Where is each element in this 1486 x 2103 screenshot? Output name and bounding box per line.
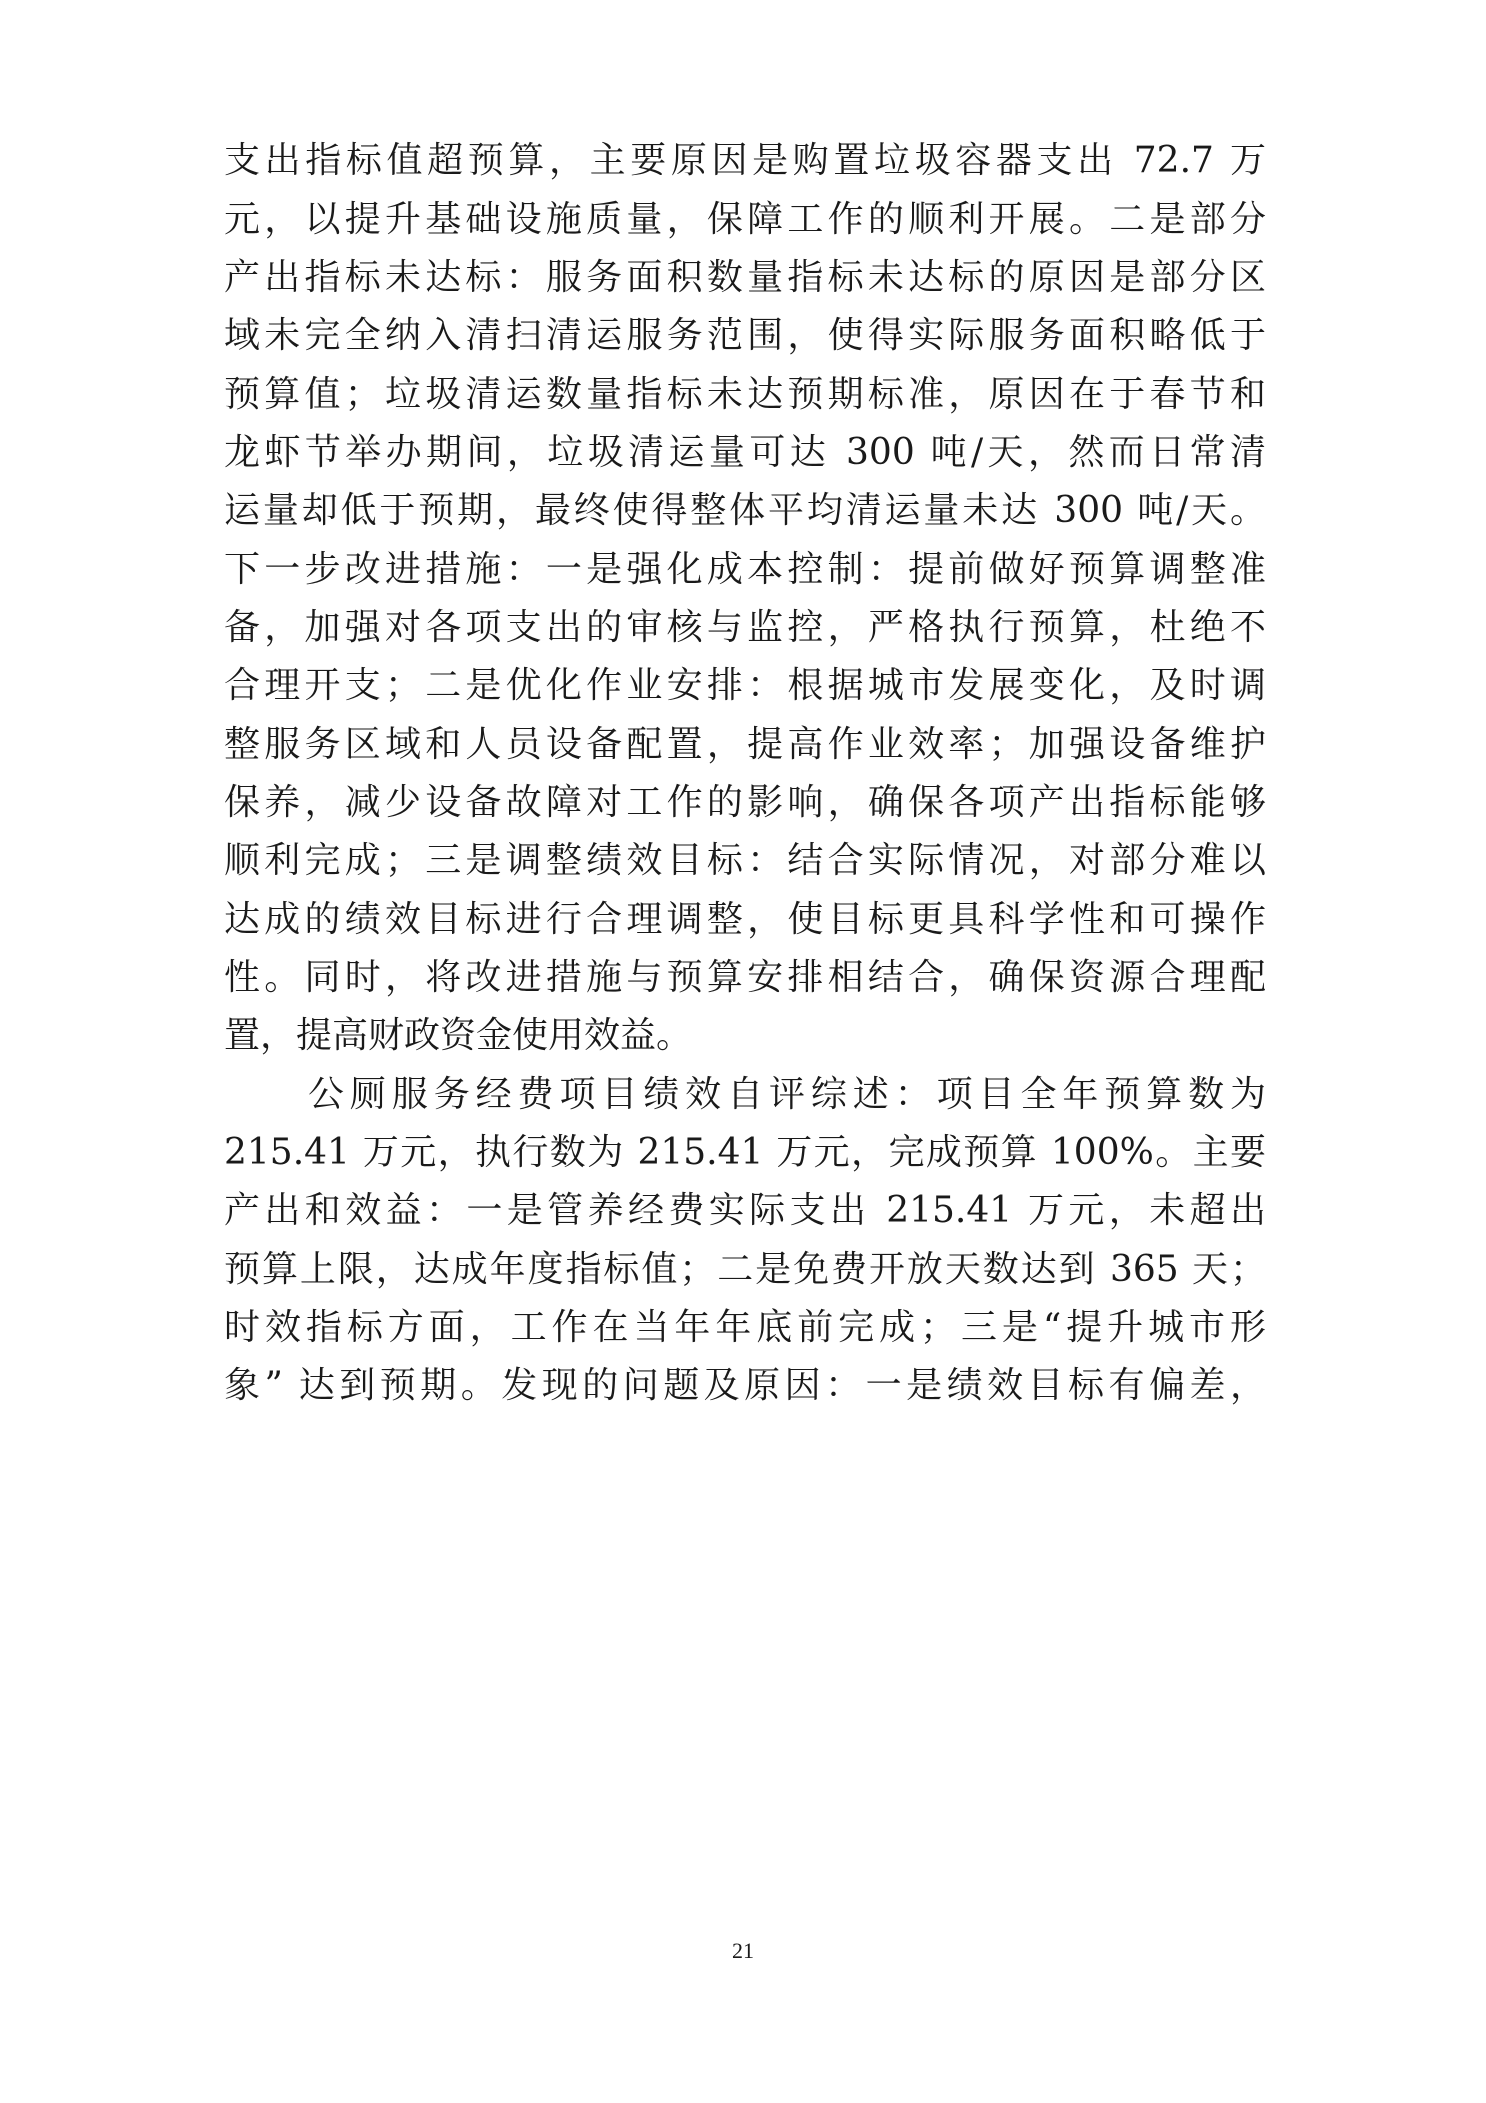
paragraph-line: 保养，减少设备故障对工作的影响，确保各项产出指标能够 bbox=[224, 782, 1266, 823]
page-number: 21 bbox=[732, 1938, 754, 1963]
paragraph-line: 龙虾节举办期间，垃圾清运量可达 300 吨/天，然而日常清 bbox=[224, 432, 1266, 473]
paragraph-line: 公厕服务经费项目绩效自评综述：项目全年预算数为 bbox=[308, 1074, 1266, 1115]
paragraph-line: 域未完全纳入清扫清运服务范围，使得实际服务面积略低于 bbox=[224, 315, 1266, 356]
paragraph-line: 备，加强对各项支出的审核与监控，严格执行预算，杜绝不 bbox=[224, 607, 1266, 648]
paragraph-line: 整服务区域和人员设备配置，提高作业效率；加强设备维护 bbox=[224, 724, 1266, 765]
paragraph-line: 时效指标方面，工作在当年年底前完成；三是“提升城市形 bbox=[224, 1307, 1266, 1348]
paragraph-line: 下一步改进措施：一是强化成本控制：提前做好预算调整准 bbox=[224, 549, 1266, 590]
paragraph-line: 运量却低于预期，最终使得整体平均清运量未达 300 吨/天。 bbox=[224, 490, 1266, 531]
paragraph-line: 支出指标值超预算，主要原因是购置垃圾容器支出 72.7 万 bbox=[224, 140, 1266, 181]
paragraph-line: 215.41 万元，执行数为 215.41 万元，完成预算 100%。主要 bbox=[224, 1132, 1266, 1173]
paragraph-line: 合理开支；二是优化作业安排：根据城市发展变化，及时调 bbox=[224, 665, 1266, 706]
paragraph-line: 达成的绩效目标进行合理调整，使目标更具科学性和可操作 bbox=[224, 899, 1266, 940]
paragraph-line: 顺利完成；三是调整绩效目标：结合实际情况，对部分难以 bbox=[224, 840, 1266, 881]
paragraph-line: 性。同时，将改进措施与预算安排相结合，确保资源合理配 bbox=[224, 957, 1266, 998]
paragraph-line: 产出指标未达标：服务面积数量指标未达标的原因是部分区 bbox=[224, 257, 1266, 298]
paragraph-line: 预算值；垃圾清运数量指标未达预期标准，原因在于春节和 bbox=[224, 374, 1266, 415]
paragraph-line: 预算上限，达成年度指标值；二是免费开放天数达到 365 天； bbox=[224, 1249, 1266, 1290]
paragraph-line: 元，以提升基础设施质量，保障工作的顺利开展。二是部分 bbox=[224, 199, 1266, 240]
paragraph-line: 置，提高财政资金使用效益。 bbox=[224, 1015, 693, 1056]
paragraph-line: 产出和效益：一是管养经费实际支出 215.41 万元，未超出 bbox=[224, 1190, 1266, 1231]
paragraph-line: 象” 达到预期。发现的问题及原因：一是绩效目标有偏差， bbox=[224, 1365, 1266, 1406]
